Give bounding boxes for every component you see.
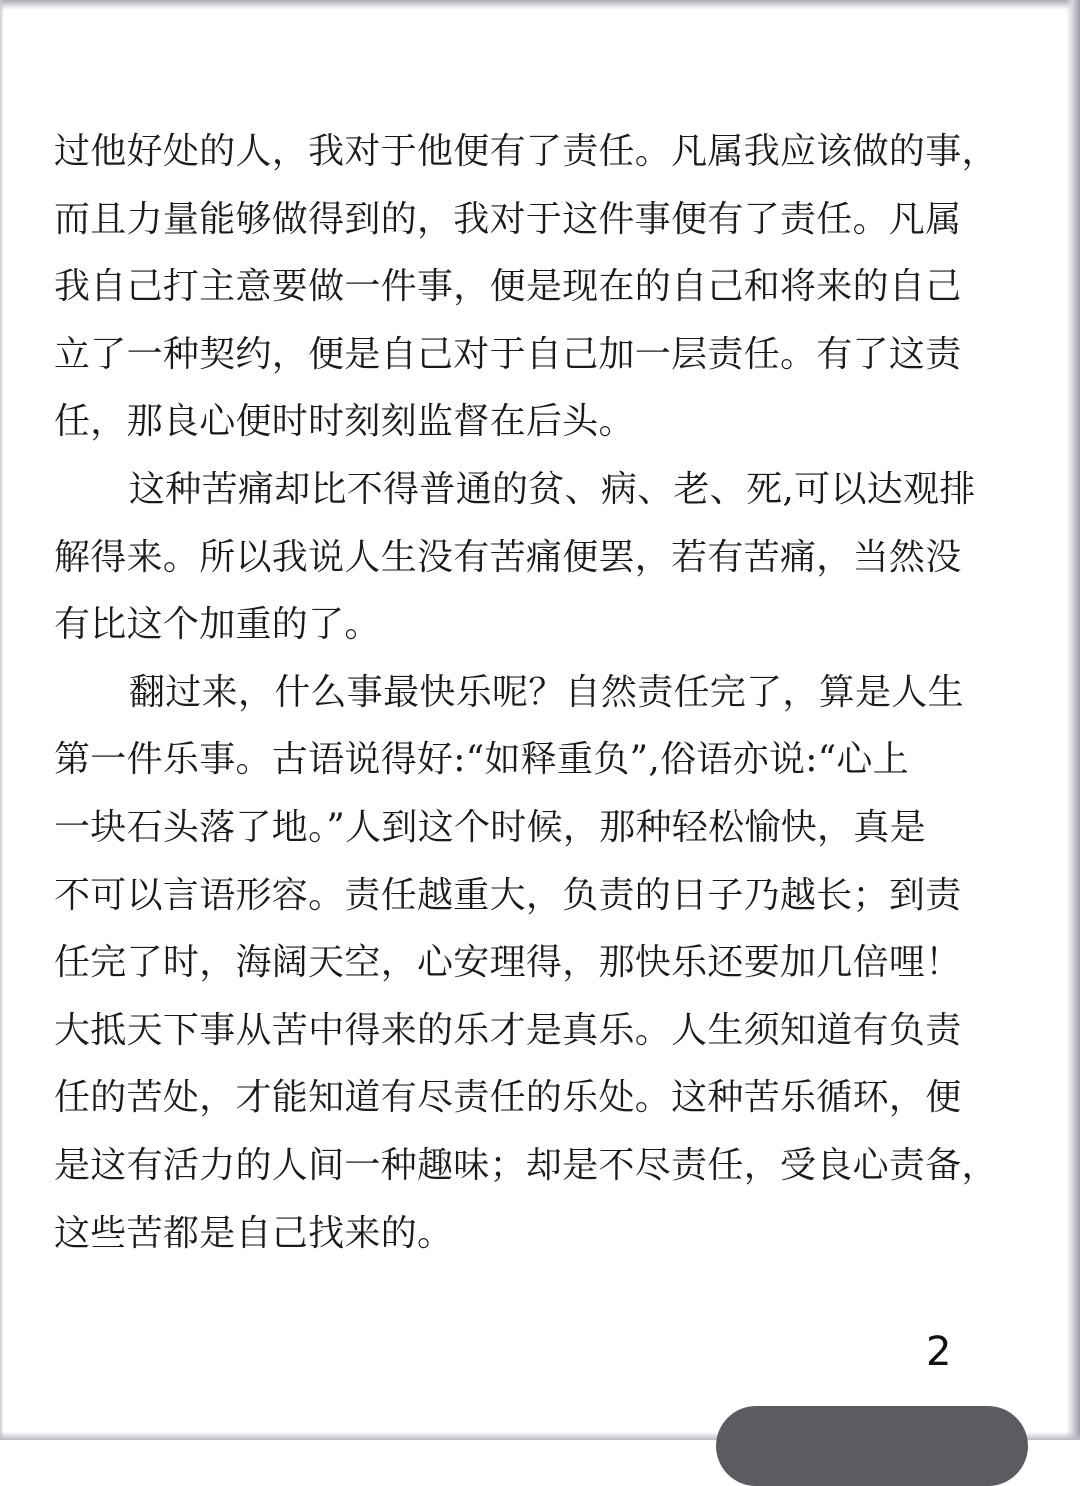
text-line: 一块石头落了地。”人到这个时候，那种轻松愉快，真是 xyxy=(54,806,926,848)
document-body xyxy=(54,118,1010,1267)
text-line: 任的苦处，才能知道有尽责任的乐处。这种苦乐循环，便 xyxy=(54,1077,962,1119)
text-line: 第一件乐事。古语说得好:“如释重负”,俗语亦说:“心上 xyxy=(54,739,910,781)
page-edge-top xyxy=(0,0,1080,10)
page-edge-left xyxy=(0,0,4,1440)
text-line: 大抵天下事从苦中得来的乐才是真乐。人生须知道有负责 xyxy=(54,1009,962,1051)
navigation-handle[interactable] xyxy=(716,1406,1028,1486)
text-line: 任，那良心便时时刻刻监督在后头。 xyxy=(54,401,635,443)
page-number: 2 xyxy=(926,1329,952,1375)
text-line: 翻过来，什么事最快乐呢？自然责任完了，算是人生 xyxy=(129,671,964,713)
text-line: 有比这个加重的了。 xyxy=(54,604,381,646)
text-line: 这些苦都是自己找来的。 xyxy=(54,1212,454,1254)
text-line: 这种苦痛却比不得普通的贫、病、老、死,可以达观排 xyxy=(129,468,976,510)
text-line: 立了一种契约，便是自己对于自己加一层责任。有了这责 xyxy=(54,333,962,375)
text-line: 任完了时，海阔天空，心安理得，那快乐还要加几倍哩！ xyxy=(54,942,962,984)
text-line: 而且力量能够做得到的，我对于这件事便有了责任。凡属 xyxy=(54,198,962,240)
text-line: 不可以言语形容。责任越重大，负责的日子乃越长；到责 xyxy=(54,874,962,916)
text-line: 过他好处的人，我对于他便有了责任。凡属我应该做的事， xyxy=(54,131,998,172)
page-edge-right xyxy=(1066,0,1080,1440)
text-line: 解得来。所以我说人生没有苦痛便罢，若有苦痛，当然没 xyxy=(54,536,962,578)
text-line: 我自己打主意要做一件事，便是现在的自己和将来的自己 xyxy=(54,266,962,308)
text-line: 是这有活力的人间一种趣味；却是不尽责任，受良心责备， xyxy=(54,1144,998,1186)
